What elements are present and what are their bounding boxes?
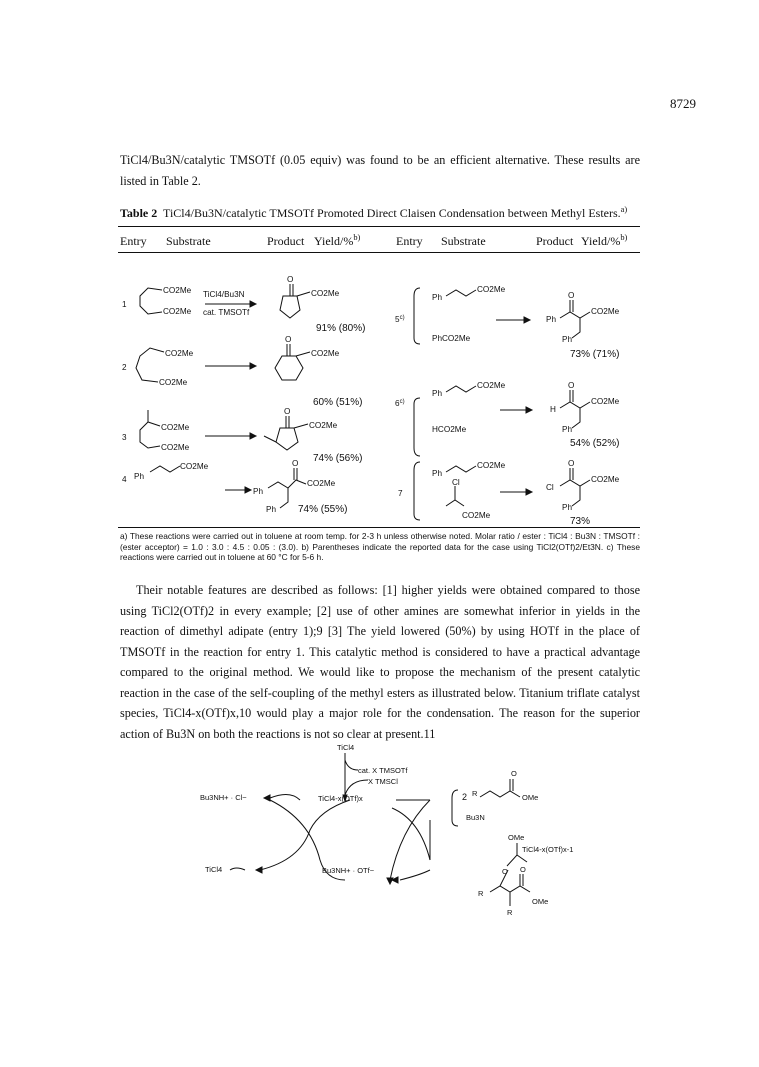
e7-prod-co2me: CO2Me xyxy=(591,475,620,484)
scheme-bu3nh-cl: Bu3NH+ · Cl− xyxy=(200,793,247,802)
e5-prod-co2me: CO2Me xyxy=(591,307,620,316)
e3-prod-o: O xyxy=(284,407,291,416)
entry-2-number: 2 xyxy=(122,363,127,372)
e3-prod-co2me: CO2Me xyxy=(309,421,338,430)
e6-sub-co2me: CO2Me xyxy=(477,381,506,390)
table-footnote: a) These reactions were carried out in toluene at room temp. for 2-3 h unless otherwise noted. Molar ratio / ester : TiCl4 : Bu3N : TMSOTf : (ester acceptor) = 1.0 : 3.0 : 4.5 : 0.05 : (3.0). b) Parentheses indicate the reported data for the case using TiCl2(OTf)2/Et3N. c) These reactions were carried out in toluene at 60 °C for 5-6 h. xyxy=(120,531,640,562)
reagent-top: TiCl4/Bu3N xyxy=(203,290,245,299)
scheme-cat-tmsotf: cat. X TMSOTf xyxy=(358,766,408,775)
scheme-bu3n: Bu3N xyxy=(466,813,485,822)
scheme-ticl4-bottom: TiCl4 xyxy=(205,865,223,874)
e7-prod-o: O xyxy=(568,459,575,468)
header-product-right: Product xyxy=(536,234,574,248)
e4-sub-ph: Ph xyxy=(134,472,145,481)
e6-prod-h: H xyxy=(550,405,556,414)
e1-sub-co2me-1: CO2Me xyxy=(163,286,192,295)
e1-yield: 91% (80%) xyxy=(316,323,366,334)
e7-sub-co2me: CO2Me xyxy=(477,461,506,470)
scheme-o-enolate-2: O xyxy=(520,865,526,874)
e2-yield: 60% (51%) xyxy=(313,397,363,408)
scheme-o-enolate: O xyxy=(502,867,508,876)
e4-sub-co2me: CO2Me xyxy=(180,462,209,471)
scheme-ome-enolate: OMe xyxy=(508,833,525,842)
e6-sub-ph: Ph xyxy=(432,389,443,398)
e2-sub-co2me-2: CO2Me xyxy=(159,378,188,387)
e7-sub-cl: Cl xyxy=(452,478,460,487)
header-yield-right: Yield/%$^{b)}$ xyxy=(581,233,628,248)
e5-sub-phco2me: PhCO2Me xyxy=(432,334,471,343)
scheme-o: O xyxy=(511,769,517,778)
e5-yield: 73% (71%) xyxy=(570,349,620,360)
scheme-ome-enolate-2: OMe xyxy=(532,897,549,906)
e6-prod-co2me: CO2Me xyxy=(591,397,620,406)
table-caption-sup: a) xyxy=(620,205,628,214)
e4-yield: 74% (55%) xyxy=(298,504,348,515)
entry-7-number: 7 xyxy=(398,489,403,498)
table-caption-text: TiCl4/Bu3N/catalytic TMSOTf Promoted Direct Claisen Condensation between Methyl Esters. xyxy=(163,206,621,220)
e7-yield: 73% xyxy=(570,516,591,527)
header-product-left: Product xyxy=(267,234,305,248)
e4-prod-ph: Ph xyxy=(253,487,264,496)
header-substrate-right: Substrate xyxy=(441,234,486,248)
scheme-two: 2 xyxy=(462,792,468,802)
e5-prod-ph-2: Ph xyxy=(562,335,573,344)
header-entry-left: Entry xyxy=(120,234,147,248)
body-paragraph: Their notable features are described as follows: [1] higher yields were obtained compared to those using TiCl2(OTf)2 in every example; [2] use of other amines are somewhat inferior in yields in the reaction of dimethyl adipate (entry 1);9 [3] The yield lowered (50%) by using HOTf in the place of TMSOTf in the reaction for entry 1. This catalytic method is considered to have a practical advantage compared to the original method. We would like to propose the mechanism of the present catalytic reaction in the case of the self-coupling of the methyl esters as illustrated below. Titanium triflate catalyst species, TiCl4-x(OTf)x,10 would play a major role for the condensation. The reason for the superior action of Bu3N on both the reactions is not so clear at present.11 xyxy=(120,583,640,741)
e6-sub-hco2me: HCO2Me xyxy=(432,425,467,434)
header-substrate-left: Substrate xyxy=(166,234,211,248)
e1-prod-o: O xyxy=(287,275,294,284)
scheme-ome: OMe xyxy=(522,793,539,802)
e4-prod-ph-2: Ph xyxy=(266,505,277,514)
scheme-x-tmscl: X TMSCl xyxy=(368,777,398,786)
e4-prod-o: O xyxy=(292,459,299,468)
intro-text: TiCl4/Bu3N/catalytic TMSOTf (0.05 equiv) was found to be an efficient alternative. These results are listed in Table 2. xyxy=(120,153,640,188)
e3-yield: 74% (56%) xyxy=(313,453,363,464)
entry-4-number: 4 xyxy=(122,475,127,484)
e2-prod-o: O xyxy=(285,335,292,344)
e2-prod-co2me: CO2Me xyxy=(311,349,340,358)
e4-prod-co2me: CO2Me xyxy=(307,479,336,488)
e5-sub-ph: Ph xyxy=(432,293,443,302)
entry-6-number: 6$^{c)}$ xyxy=(395,399,405,408)
e3-sub-co2me-1: CO2Me xyxy=(161,423,190,432)
e7-sub-co2me-2: CO2Me xyxy=(462,511,491,520)
header-yield-left: Yield/%$^{b)}$ xyxy=(314,233,361,248)
scheme-bu3nh-otf: Bu3NH+ · OTf− xyxy=(322,866,375,875)
header-entry-right: Entry xyxy=(396,234,423,248)
e5-sub-co2me: CO2Me xyxy=(477,285,506,294)
e6-prod-o: O xyxy=(568,381,575,390)
scheme-r-enolate-2: R xyxy=(507,908,513,917)
e5-prod-ph: Ph xyxy=(546,315,557,324)
entry-3-number: 3 xyxy=(122,433,127,442)
page-number: 8729 xyxy=(670,96,696,111)
e2-sub-co2me-1: CO2Me xyxy=(165,349,194,358)
entry-5-number: 5$^{c)}$ xyxy=(395,315,405,324)
e1-sub-co2me-2: CO2Me xyxy=(163,307,192,316)
scheme-ti-otf-x1: TiCl4-x(OTf)x-1 xyxy=(522,845,574,854)
e3-sub-co2me-2: CO2Me xyxy=(161,443,190,452)
e1-prod-co2me: CO2Me xyxy=(311,289,340,298)
e7-prod-cl: Cl xyxy=(546,483,554,492)
entry-1-number: 1 xyxy=(122,300,127,309)
scheme-ti-otf: TiCl4-x(OTf)x xyxy=(318,794,363,803)
scheme-r-enolate: R xyxy=(478,889,484,898)
e6-yield: 54% (52%) xyxy=(570,438,620,449)
reagent-bottom: cat. TMSOTf xyxy=(203,308,250,317)
e7-prod-ph: Ph xyxy=(562,503,573,512)
table-caption-label: Table 2 xyxy=(120,206,158,220)
e6-prod-ph: Ph xyxy=(562,425,573,434)
scheme-r: R xyxy=(472,789,478,798)
e7-sub-ph: Ph xyxy=(432,469,443,478)
scheme-ticl4-top: TiCl4 xyxy=(337,743,355,752)
e5-prod-o: O xyxy=(568,291,575,300)
